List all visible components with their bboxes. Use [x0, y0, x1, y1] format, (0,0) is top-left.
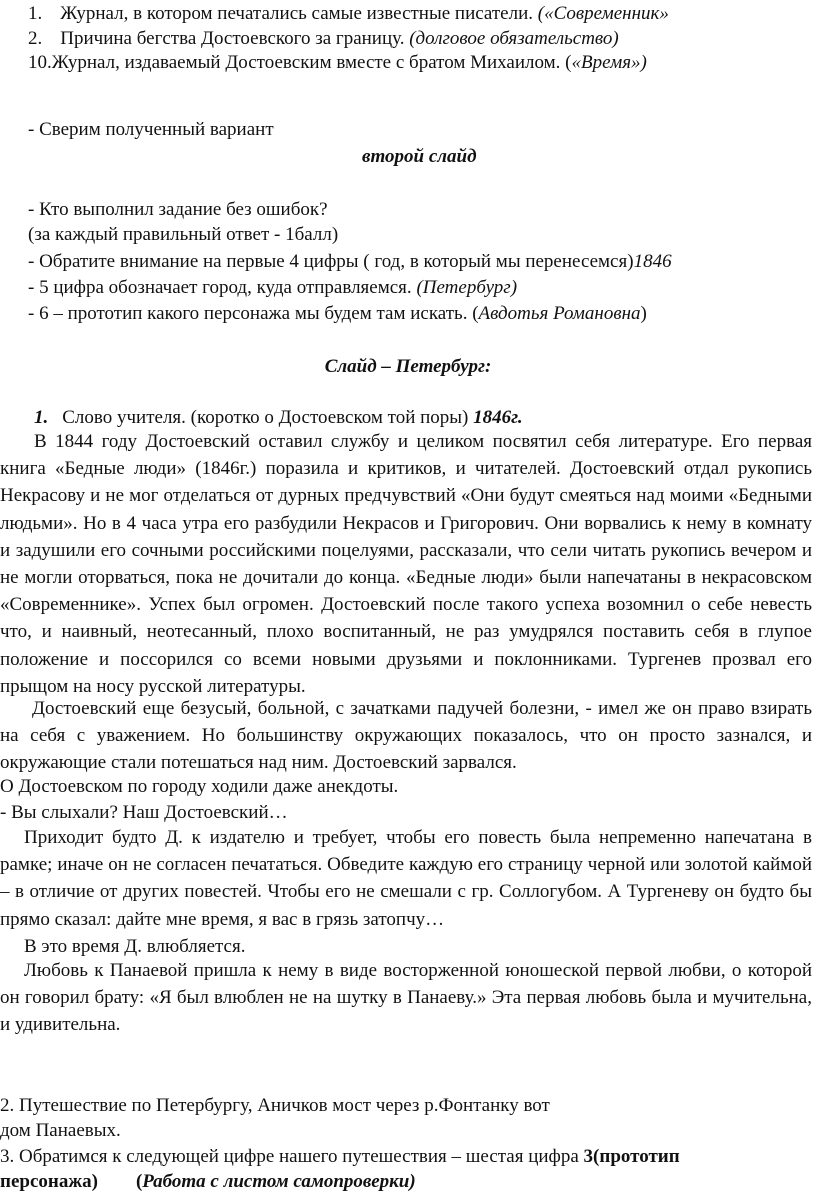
list-text: Журнал, издаваемый Достоевским вместе с братом Михаилом. (	[51, 52, 572, 73]
text-line: В это время Д. влюбляется.	[24, 936, 246, 957]
question-line: - 6 – прототип какого персонажа мы будем там искать. (Авдотья Романовна)	[28, 303, 647, 324]
paragraph: Любовь к Панаевой пришла к нему в виде восторженной юношеской первой любви, о которой он говорил брату: «Я был влюблен не на шутку в Панаеву.» Эта первая любовь была и мучительна, и удивительна.	[0, 960, 812, 1036]
list-answer: (долговое обязательство)	[409, 28, 619, 49]
second-slide-label: второй слайд	[362, 146, 477, 167]
list-item	[28, 2, 669, 26]
numbered-item-continuation: персонажа) (Работа с листом самопроверки)	[0, 1171, 416, 1192]
list-number: 1.	[28, 3, 43, 24]
list-text: Причина бегства Достоевского за границу.	[60, 28, 410, 49]
question-line: (за каждый правильный ответ - 1балл)	[28, 224, 339, 245]
text-line: - Вы слыхали? Наш Достоевский…	[0, 802, 288, 823]
answer-text: Авдотья Романовна	[478, 303, 641, 324]
list-item	[28, 27, 619, 51]
list-number: 2.	[28, 28, 43, 49]
paragraph: Приходит будто Д. к издателю и требует, чтобы его повесть была непременно напечатана в рамке; иначе он не согласен печататься. Обведите каждую его страницу черной или золотой каймой – в отличие от других повестей. Чтобы его не смешали с гр. Соллогубом. А Тургеневу он будто бы прямо сказал: дайте мне время, я вас в грязь затопчу…	[0, 827, 812, 930]
list-item	[28, 51, 647, 75]
paragraph: В 1844 году Достоевский оставил службу и целиком посвятил себя литературе. Его первая книга «Бедные люди» (1846г.) поразила и критиков, и читателей. Достоевский отдал рукопись Некрасову и не мог отделаться от дурных предчувствий «Они будут смеяться над моими «Бедными людьми». Но в 4 часа утра его разбудили Некрасов и Григорович. Они ворвались к нему в комнату и задушили его сочными российскими поцелуями, рассказали, что сели читать рукопись вечером и не могли оторваться, пока не дочитали до конца. «Бедные люди» были напечатаны в некрасовском «Современнике». Успех был огромен. Достоевский после такого успеха возомнил о себе невесть что, и наивный, неотесанный, плохо воспитанный, не раз умудрялся поставить себя в глупое положение и поссорился со всеми новыми друзьями и поклонниками. Тургенев прозвал его прыщом на носу русской литературы.	[0, 431, 812, 697]
answer-text: 1846	[633, 251, 672, 272]
question-line: - 5 цифра обозначает город, куда отправляемся. (Петербург)	[28, 277, 518, 298]
check-line: - Сверим полученный вариант	[28, 119, 274, 140]
numbered-item: 3. Обратимся к следующей цифре нашего путешествия – шестая цифра 3(прототип	[0, 1146, 680, 1167]
numbered-item: 2. Путешествие по Петербургу, Аничков мост через р.Фонтанку вот	[0, 1095, 550, 1116]
numbered-item: 1. Слово учителя. (коротко о Достоевском той поры) 1846г.	[34, 407, 523, 428]
list-answer: «Время»)	[571, 52, 647, 73]
list-number: 10.	[28, 52, 52, 73]
question-line: - Кто выполнил задание без ошибок?	[28, 199, 328, 220]
question-line: - Обратите внимание на первые 4 цифры ( год, в который мы перенесемся)1846	[28, 251, 672, 272]
list-text: Журнал, в котором печатались самые известные писатели.	[60, 3, 538, 24]
text-line: О Достоевском по городу ходили даже анекдоты.	[0, 776, 399, 797]
list-answer: («Современник»	[537, 3, 669, 24]
slide-title: Слайд – Петербург:	[324, 356, 492, 377]
paragraph: Достоевский еще безусый, больной, с зачатками падучей болезни, - имел же он право взирать на себя с уважением. Но большинству окружающих показалось, что он просто зазнался, и окружающие стали потешаться над ним. Достоевский зарвался.	[0, 698, 812, 774]
numbered-item-continuation: дом Панаевых.	[0, 1120, 121, 1141]
answer-text: (Петербург)	[416, 277, 518, 298]
